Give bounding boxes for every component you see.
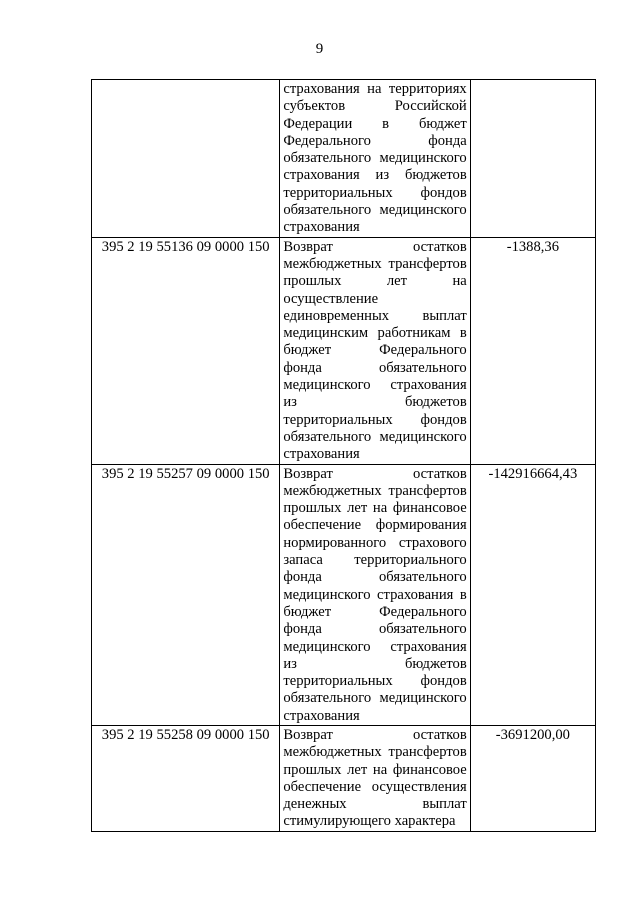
- description-line: территориальных фондов: [283, 184, 467, 201]
- description-cell: [280, 725, 470, 831]
- description-line: обеспечение осуществления: [283, 778, 467, 795]
- description-line: субъектов Российской: [283, 98, 467, 115]
- page-number: 9: [315, 41, 324, 57]
- description-line: страхования: [283, 707, 360, 724]
- table-row: [92, 237, 596, 464]
- description-line: прошлых лет на: [283, 273, 467, 290]
- description-line: запаса территориального: [283, 552, 467, 569]
- description-line: страхования на территориях: [283, 81, 467, 97]
- description-line: обязательного медицинского: [283, 150, 467, 167]
- description-line: фонда обязательного: [283, 621, 467, 638]
- description-line: обязательного медицинского: [283, 428, 467, 445]
- description-line: из бюджетов: [283, 394, 467, 411]
- description-line: стимулирующего характера: [283, 813, 456, 830]
- description-line: территориальных фондов: [283, 411, 467, 428]
- budget-table: [91, 79, 596, 832]
- amount-cell: [470, 80, 595, 238]
- description-line: Возврат остатков: [283, 238, 467, 255]
- description-line: страхования: [283, 446, 360, 463]
- budget-code-cell: [92, 80, 280, 238]
- budget-code-cell: 395 2 19 55258 09 0000 150: [92, 725, 280, 831]
- description-cell: [280, 237, 470, 464]
- description-line: Возврат остатков: [283, 726, 467, 743]
- description-line: межбюджетных трансфертов: [283, 744, 467, 761]
- description-line: фонда обязательного: [283, 569, 467, 586]
- description-line: медицинским работникам в: [283, 325, 467, 342]
- description-line: осуществление: [283, 290, 379, 307]
- description-line: нормированного страхового: [283, 534, 467, 551]
- table-body: [92, 80, 596, 832]
- description-line: бюджет Федерального: [283, 342, 467, 359]
- description-line: единовременных выплат: [283, 307, 467, 324]
- budget-code-cell: 395 2 19 55136 09 0000 150: [92, 237, 280, 464]
- description-line: территориальных фондов: [283, 673, 467, 690]
- description-line: страхования из бюджетов: [283, 167, 467, 184]
- table-row: [92, 80, 596, 238]
- description-line: обеспечение формирования: [283, 517, 467, 534]
- description-line: прошлых лет на финансовое: [283, 761, 467, 778]
- amount-cell: -3691200,00: [470, 725, 595, 831]
- description-line: бюджет Федерального: [283, 603, 467, 620]
- description-line: медицинского страхования: [283, 377, 467, 394]
- description-line: межбюджетных трансфертов: [283, 255, 467, 272]
- description-line: Федерального фонда: [283, 132, 467, 149]
- description-line: Возврат остатков: [283, 465, 467, 482]
- description-cell: [280, 464, 470, 725]
- table-row: [92, 464, 596, 725]
- description-line: обязательного медицинского: [283, 690, 467, 707]
- description-line: страхования: [283, 219, 360, 236]
- description-line: фонда обязательного: [283, 359, 467, 376]
- description-line: из бюджетов: [283, 655, 467, 672]
- budget-code-cell: 395 2 19 55257 09 0000 150: [92, 464, 280, 725]
- description-line: денежных выплат: [283, 796, 467, 813]
- description-line: медицинского страхования в: [283, 586, 467, 603]
- description-line: медицинского страхования: [283, 638, 467, 655]
- amount-cell: -1388,36: [470, 237, 595, 464]
- description-cell: [280, 80, 470, 238]
- description-line: обязательного медицинского: [283, 202, 467, 219]
- description-line: Федерации в бюджет: [283, 115, 467, 132]
- description-line: межбюджетных трансфертов: [283, 482, 467, 499]
- description-line: прошлых лет на финансовое: [283, 500, 467, 517]
- amount-cell: -142916664,43: [470, 464, 595, 725]
- table-row: [92, 725, 596, 831]
